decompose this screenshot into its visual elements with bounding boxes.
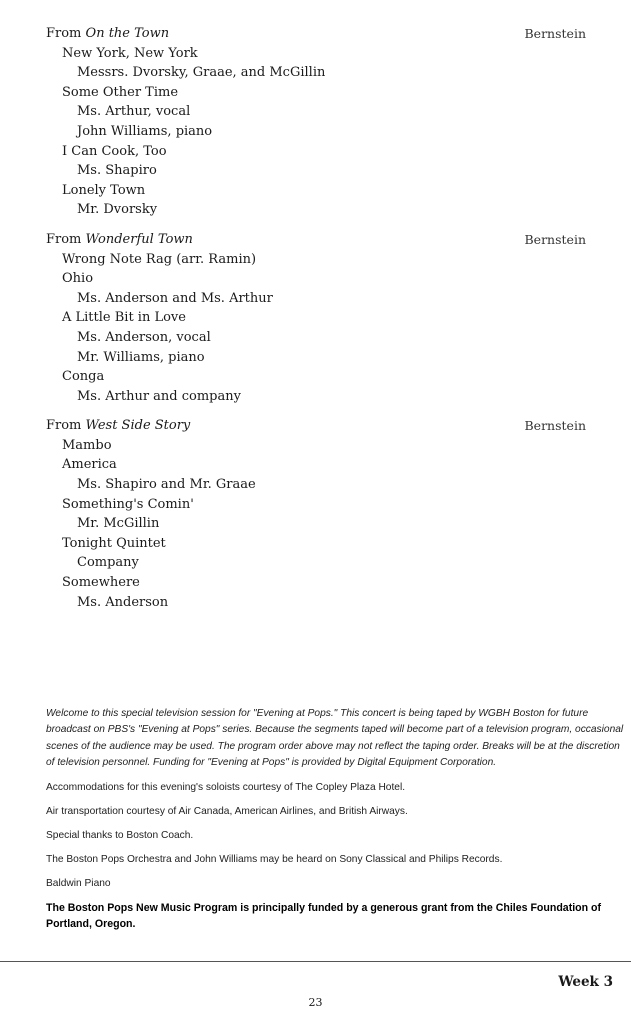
section-title xyxy=(46,24,169,44)
performer-credit: Messrs. Dvorsky, Graae, and McGillin xyxy=(77,65,326,81)
performer-credit: Ms. Anderson xyxy=(77,594,169,610)
performer-credit: Ms. Anderson, vocal xyxy=(77,329,211,345)
performer-credit: Ms. Anderson and Ms. Arthur xyxy=(77,290,273,306)
program-section-west-side-story xyxy=(46,416,586,612)
performer-credit: Company xyxy=(77,555,139,571)
page-number: 23 xyxy=(308,996,323,1009)
performer-credit: Ms. Arthur, vocal xyxy=(77,104,191,120)
song-title: Conga xyxy=(62,369,105,385)
song-title: Wrong Note Rag (arr. Ramin) xyxy=(62,251,257,267)
song-title: Ohio xyxy=(62,271,94,287)
funding-note: The Boston Pops New Music Program is principally funded by a generous grant from the Chiles Foundation of Portland, Oregon. xyxy=(46,901,602,930)
song-title: Lonely Town xyxy=(62,182,146,198)
section-prefix: From xyxy=(46,26,86,41)
performer-credit: Ms. Arthur and company xyxy=(77,388,241,404)
week-label: Week 3 xyxy=(558,974,613,990)
section-prefix: From xyxy=(46,418,86,434)
welcome-note: Welcome to this special television session for "Evening at Pops." This concert is being taped by WGBH Boston for future broadcast on PBS's "Evening at Pops" series. Because the segments taped will become part of a television program, occasional scenes of the audience may be used. The program order above may not reflect the taping order. Breaks will be at the discretion of television personnel. Funding for "Evening at Pops" is provided by Digital Equipment Corporation. xyxy=(46,708,624,769)
special-thanks-note: Special thanks to Boston Coach. xyxy=(46,829,194,841)
performer-credit: Mr. Williams, piano xyxy=(77,349,205,365)
composer-name: Bernstein xyxy=(524,26,586,41)
song-title: America xyxy=(62,457,117,473)
song-title: Mambo xyxy=(62,437,112,453)
song-title: Something's Comin' xyxy=(62,496,194,512)
song-title: New York, New York xyxy=(62,45,198,61)
performer-credit: Mr. Dvorsky xyxy=(77,202,158,218)
program-listing xyxy=(46,24,586,622)
song-title: Somewhere xyxy=(62,575,140,591)
air-transportation-note: Air transportation courtesy of Air Canada, American Airlines, and British Airways. xyxy=(46,805,408,817)
composer-name: Bernstein xyxy=(524,418,586,434)
program-notes xyxy=(46,706,626,940)
section-title xyxy=(46,230,193,250)
song-title: A Little Bit in Love xyxy=(62,310,186,326)
song-title: I Can Cook, Too xyxy=(62,143,167,159)
show-title: On the Town xyxy=(85,26,170,41)
song-title: Tonight Quintet xyxy=(62,535,166,551)
composer-name: Bernstein xyxy=(524,231,586,247)
recordings-note: The Boston Pops Orchestra and John Williams may be heard on Sony Classical and Philips Records. xyxy=(46,853,503,865)
section-prefix: From xyxy=(46,231,86,247)
section-heading xyxy=(46,230,586,250)
accommodations-note: Accommodations for this evening's soloists courtesy of The Copley Plaza Hotel. xyxy=(46,781,406,793)
performer-credit: Mr. McGillin xyxy=(77,516,160,532)
program-section-on-the-town xyxy=(46,24,586,220)
performer-credit: Ms. Shapiro and Mr. Graae xyxy=(77,477,256,493)
section-title xyxy=(46,416,190,436)
song-title: Some Other Time xyxy=(62,84,179,100)
footer-divider xyxy=(0,961,631,962)
section-heading xyxy=(46,24,586,44)
show-title: Wonderful Town xyxy=(85,231,193,247)
performer-credit: John Williams, piano xyxy=(77,123,213,139)
piano-note: Baldwin Piano xyxy=(46,877,111,889)
program-section-wonderful-town xyxy=(46,230,586,406)
show-title: West Side Story xyxy=(85,418,191,434)
performer-credit: Ms. Shapiro xyxy=(77,163,157,179)
section-heading xyxy=(46,416,586,436)
